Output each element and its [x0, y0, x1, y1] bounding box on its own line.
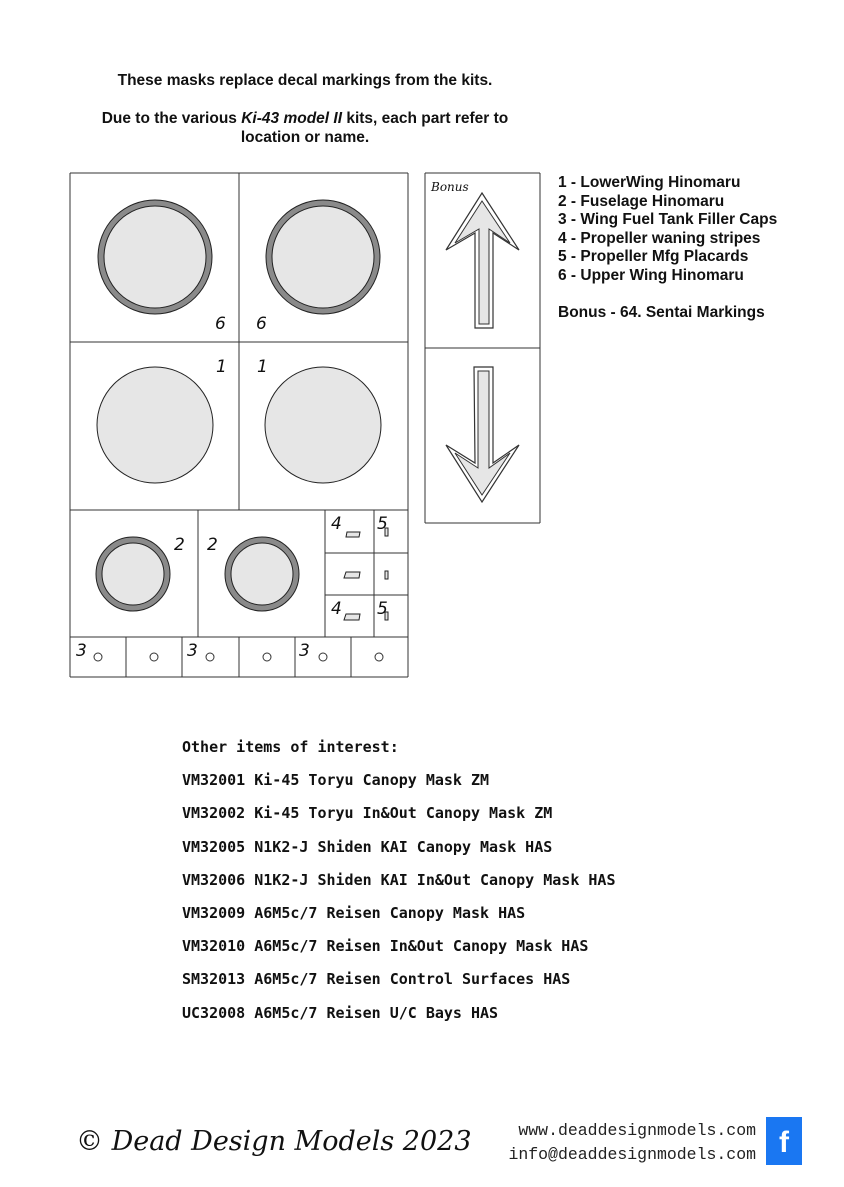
propeller-stripe-mask [346, 532, 360, 537]
lower-wing-hinomaru-left [97, 367, 213, 483]
part-number-3: 3 [187, 641, 198, 661]
legend-item: 5 - Propeller Mfg Placards [558, 248, 749, 266]
part-number-5: 5 [377, 599, 388, 619]
legend-item: 1 - LowerWing Hinomaru [558, 174, 741, 191]
part-number-3: 3 [76, 641, 87, 661]
fuselage-hinomaru-left [96, 537, 170, 611]
website-link[interactable]: www.deaddesignmodels.com [518, 1121, 756, 1140]
part-number-3: 3 [299, 641, 310, 661]
filler-cap-mask [150, 653, 158, 661]
upper-wing-hinomaru-left [98, 200, 212, 314]
list-item: VM32002 Ki-45 Toryu In&Out Canopy Mask ZM [182, 804, 553, 823]
filler-cap-mask [94, 653, 102, 661]
part-number-4: 4 [331, 514, 342, 534]
part-number-5: 5 [377, 514, 388, 534]
kit-name: Ki-43 model II [241, 110, 343, 127]
contact-info [508, 1119, 756, 1167]
facebook-icon[interactable]: f [766, 1117, 802, 1165]
list-item: UC32008 A6M5c/7 Reisen U/C Bays HAS [182, 1003, 499, 1022]
list-item: SM32013 A6M5c/7 Reisen Control Surfaces HAS [182, 970, 571, 989]
part-number-4: 4 [331, 599, 342, 619]
filler-cap-mask [263, 653, 271, 661]
list-item: VM32009 A6M5c/7 Reisen Canopy Mask HAS [182, 903, 526, 922]
part-number-2: 2 [207, 535, 218, 555]
bonus-arrow-down [446, 367, 519, 502]
filler-cap-mask [319, 653, 327, 661]
propeller-stripe-mask [344, 614, 360, 620]
copyright: © Dead Design Models 2023 [76, 1126, 472, 1157]
propeller-placard-mask [385, 571, 388, 579]
filler-cap-mask [206, 653, 214, 661]
other-items-heading: Other items of interest: [182, 738, 399, 756]
legend-item: 3 - Wing Fuel Tank Filler Caps [558, 211, 778, 229]
legend-item: 4 - Propeller waning stripes [558, 229, 761, 247]
part-number-1: 1 [257, 357, 268, 377]
list-item: VM32006 N1K2-J Shiden KAI In&Out Canopy Mask HAS [182, 870, 616, 889]
intro-line-2-pre: Due to the various [101, 110, 242, 127]
lower-wing-hinomaru-right [265, 367, 381, 483]
part-number-6: 6 [256, 314, 267, 334]
bonus-arrow-up [446, 193, 519, 328]
intro-line-2-post: kits, each part refer to [342, 110, 509, 127]
list-item: VM32010 A6M5c/7 Reisen In&Out Canopy Mask HAS [182, 937, 589, 956]
part-number-6: 6 [215, 314, 226, 334]
list-item: VM32001 Ki-45 Toryu Canopy Mask ZM [182, 771, 490, 790]
bonus-label: Bonus [431, 180, 469, 194]
legend-bonus: Bonus - 64. Sentai Markings [558, 303, 765, 321]
other-items-list [182, 738, 615, 1037]
intro-line-3: location or name. [240, 129, 370, 146]
upper-wing-hinomaru-right [266, 200, 380, 314]
intro-line-1: These masks replace decal markings from the kits. [117, 72, 493, 89]
legend-item: 6 - Upper Wing Hinomaru [558, 266, 744, 284]
propeller-stripe-mask [344, 572, 360, 578]
email-link[interactable]: info@deaddesignmodels.com [508, 1145, 756, 1164]
fuselage-hinomaru-right [225, 537, 299, 611]
part-number-1: 1 [216, 357, 227, 377]
legend-item: 2 - Fuselage Hinomaru [558, 192, 725, 210]
filler-cap-mask [375, 653, 383, 661]
list-item: VM32005 N1K2-J Shiden KAI Canopy Mask HAS [182, 837, 553, 856]
part-number-2: 2 [174, 535, 185, 555]
